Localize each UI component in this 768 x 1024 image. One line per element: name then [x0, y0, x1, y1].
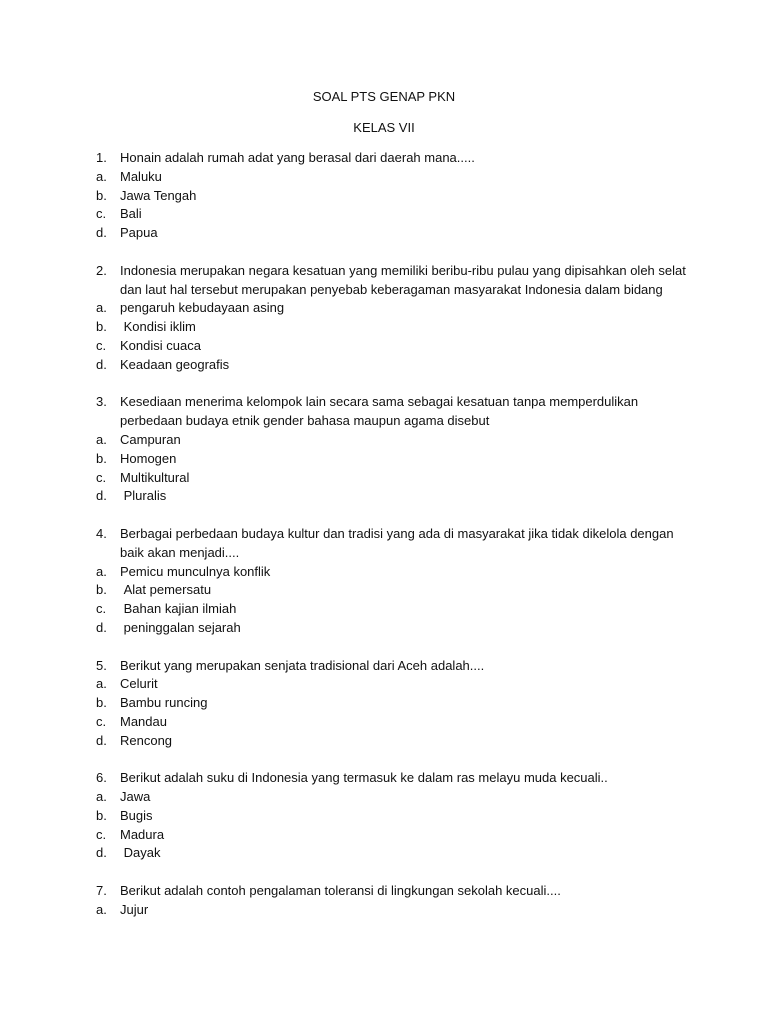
answer-option — [96, 807, 696, 826]
answer-option — [96, 431, 696, 450]
option-text: Bambu runcing — [120, 695, 208, 711]
option-letter: a. — [96, 901, 107, 917]
question-text: Kesediaan menerima kelompok lain secara sama sebagai kesatuan tanpa memperdulikan perbedaan budaya etnik gender bahasa maupun agama disebut — [120, 394, 642, 429]
option-text: Rencong — [120, 732, 173, 748]
answer-option — [96, 187, 696, 206]
option-text: Pluralis — [120, 488, 167, 504]
option-letter: c. — [96, 337, 107, 353]
answer-option — [96, 600, 696, 619]
option-text: Maluku — [120, 168, 162, 184]
answer-option — [96, 675, 696, 694]
option-letter: b. — [96, 187, 107, 203]
option-text: Campuran — [120, 431, 181, 447]
option-text: Madura — [120, 826, 165, 842]
question-item — [96, 769, 696, 863]
question-text: Berikut adalah contoh pengalaman toleransi di lingkungan sekolah kecuali.... — [120, 883, 561, 899]
option-text: Bali — [120, 206, 142, 222]
option-letter: a. — [96, 563, 107, 579]
question-row — [96, 882, 696, 901]
option-letter: d. — [96, 225, 107, 241]
option-letter: a. — [96, 168, 107, 184]
option-text: Multikultural — [120, 469, 190, 485]
answer-option — [96, 469, 696, 488]
option-letter: c. — [96, 469, 107, 485]
question-item — [96, 149, 696, 243]
question-text: Berikut yang merupakan senjata tradisional dari Aceh adalah.... — [120, 657, 485, 673]
answer-option — [96, 205, 696, 224]
option-text: Pemicu munculnya konflik — [120, 563, 271, 579]
answer-option — [96, 563, 696, 582]
answer-option — [96, 581, 696, 600]
option-text: Kondisi cuaca — [120, 337, 201, 353]
option-letter: d. — [96, 845, 107, 861]
answer-option — [96, 356, 696, 375]
answer-option — [96, 619, 696, 638]
question-row — [96, 393, 696, 431]
question-item — [96, 882, 696, 920]
question-row — [96, 525, 696, 563]
answer-option — [96, 224, 696, 243]
answer-option — [96, 487, 696, 506]
option-letter: d. — [96, 732, 107, 748]
option-letter: a. — [96, 676, 107, 692]
question-number: 7. — [96, 883, 107, 899]
document-title: SOAL PTS GENAP PKN — [312, 89, 456, 104]
answer-option — [96, 732, 696, 751]
document-subtitle: KELAS VII — [353, 120, 415, 135]
question-text: Honain adalah rumah adat yang berasal dari daerah mana..... — [120, 150, 475, 165]
answer-option — [96, 901, 696, 920]
question-row — [96, 657, 696, 676]
question-row — [96, 149, 696, 168]
question-text: Indonesia merupakan negara kesatuan yang memiliki beribu-ribu pulau yang dipisahkan oleh selat dan laut hal tersebut merupakan penyebab keberagaman masyarakat Indonesia dalam bidang — [120, 262, 690, 297]
option-letter: d. — [96, 488, 107, 504]
question-number: 4. — [96, 525, 107, 541]
question-text: Berbagai perbedaan budaya kultur dan tradisi yang ada di masyarakat jika tidak dikelola dengan baik akan menjadi.... — [120, 525, 678, 560]
option-text: Celurit — [120, 676, 158, 692]
option-letter: a. — [96, 789, 107, 805]
answer-option — [96, 450, 696, 469]
option-text: Alat pemersatu — [120, 582, 212, 598]
question-number: 3. — [96, 394, 107, 410]
option-text: Bahan kajian ilmiah — [120, 601, 237, 617]
option-letter: d. — [96, 356, 107, 372]
question-item — [96, 525, 696, 638]
option-letter: b. — [96, 582, 107, 598]
answer-option — [96, 318, 696, 337]
question-number: 2. — [96, 262, 107, 278]
option-letter: b. — [96, 319, 107, 335]
option-text: Jawa Tengah — [120, 187, 197, 203]
option-text: Bugis — [120, 807, 153, 823]
option-text: Homogen — [120, 450, 177, 466]
option-text: Dayak — [120, 845, 161, 861]
option-text: pengaruh kebudayaan asing — [120, 300, 285, 316]
question-row — [96, 769, 696, 788]
answer-option — [96, 713, 696, 732]
option-letter: b. — [96, 450, 107, 466]
option-text: Papua — [120, 225, 158, 241]
question-item — [96, 262, 696, 375]
option-letter: c. — [96, 713, 107, 729]
answer-option — [96, 299, 696, 318]
answer-option — [96, 826, 696, 845]
question-list — [96, 149, 696, 938]
option-text: Jujur — [120, 901, 149, 917]
option-letter: c. — [96, 826, 107, 842]
option-text: Keadaan geografis — [120, 356, 230, 372]
option-letter: d. — [96, 619, 107, 635]
question-item — [96, 393, 696, 506]
option-text: Jawa — [120, 789, 151, 805]
question-number: 1. — [96, 150, 107, 165]
answer-option — [96, 168, 696, 187]
option-letter: b. — [96, 807, 107, 823]
option-text: Kondisi iklim — [120, 319, 196, 335]
option-letter: b. — [96, 695, 107, 711]
answer-option — [96, 694, 696, 713]
option-text: peninggalan sejarah — [120, 619, 241, 635]
option-letter: a. — [96, 300, 107, 316]
answer-option — [96, 844, 696, 863]
option-letter: c. — [96, 206, 107, 222]
question-row — [96, 262, 696, 300]
answer-option — [96, 337, 696, 356]
option-text: Mandau — [120, 713, 167, 729]
option-letter: c. — [96, 601, 107, 617]
option-letter: a. — [96, 431, 107, 447]
question-number: 6. — [96, 770, 107, 786]
question-number: 5. — [96, 657, 107, 673]
question-item — [96, 657, 696, 751]
question-text: Berikut adalah suku di Indonesia yang termasuk ke dalam ras melayu muda kecuali.. — [120, 770, 608, 786]
answer-option — [96, 788, 696, 807]
